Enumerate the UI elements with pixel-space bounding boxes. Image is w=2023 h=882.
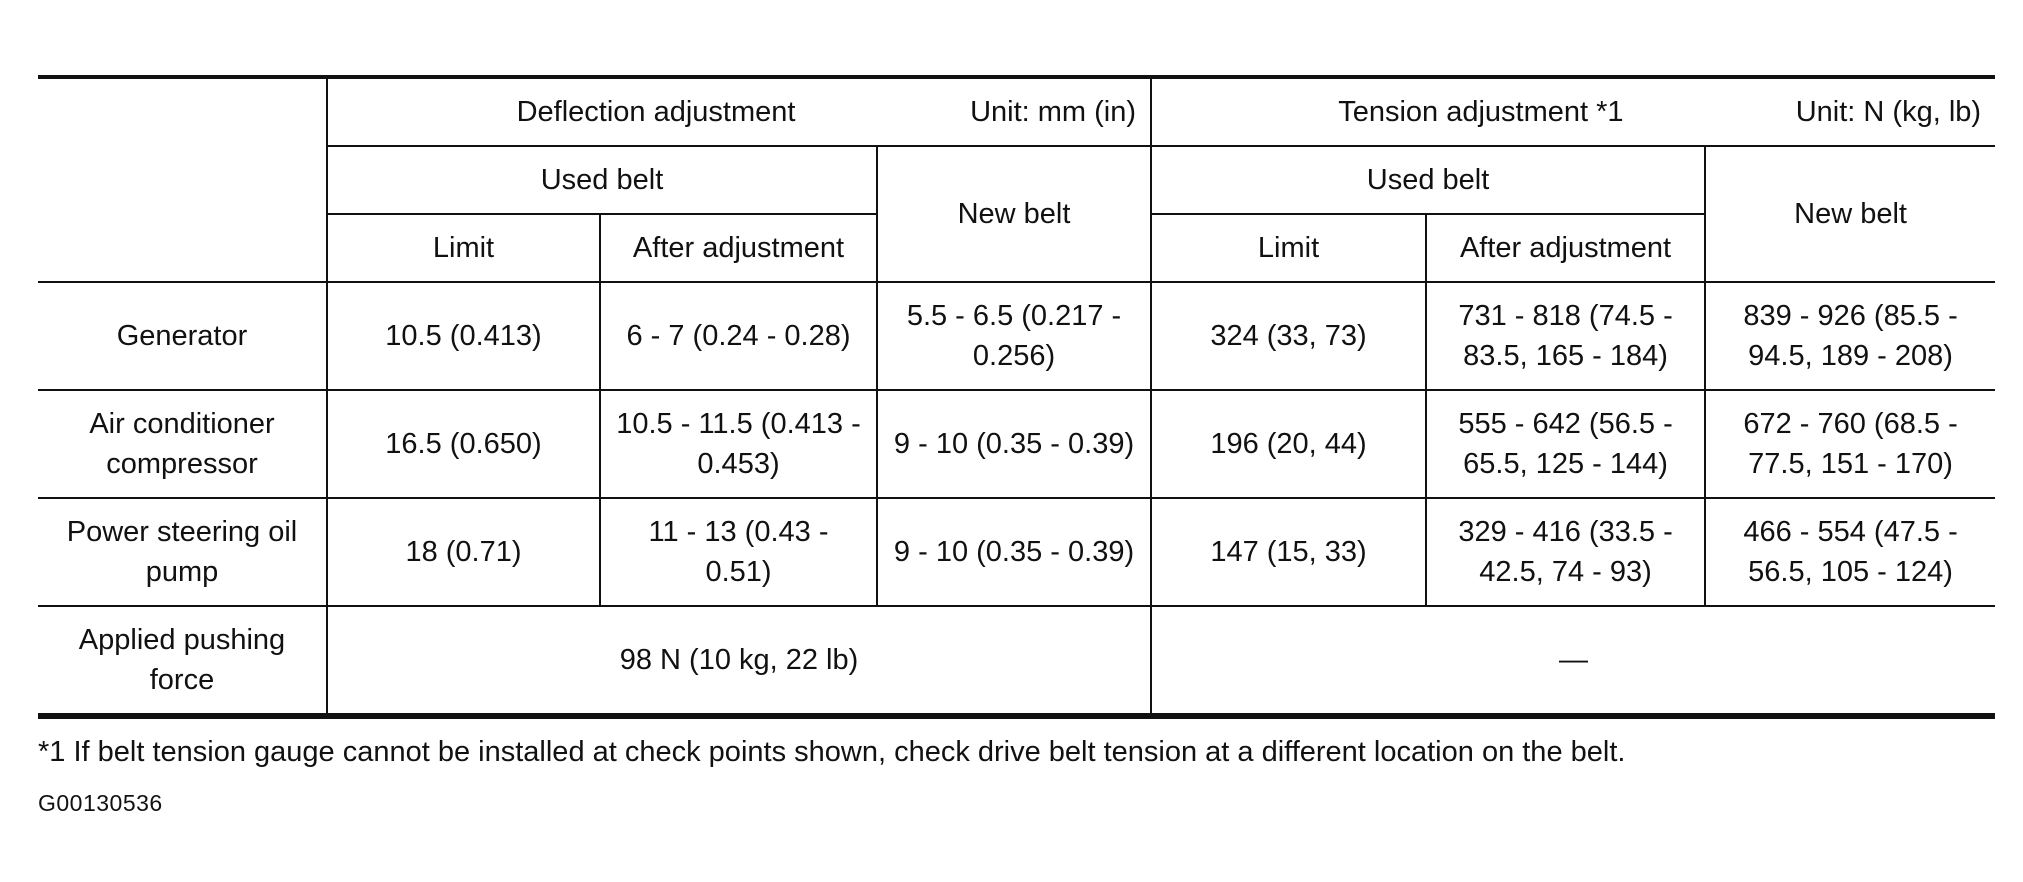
deflection-header: Deflection adjustment — [516, 96, 796, 128]
applied-force-deflection-value: 98 N (10 kg, 22 lb) — [327, 606, 1151, 716]
tension-used-belt-header: Used belt — [1151, 146, 1705, 214]
row-label: Power steering oil pump — [38, 498, 327, 606]
belt-spec-table — [38, 75, 1995, 719]
tension-after-adjustment-header: After adjustment — [1426, 214, 1705, 282]
tension-after-cell: 555 - 642 (56.5 - 65.5, 125 - 144) — [1426, 390, 1705, 498]
tension-limit-header: Limit — [1151, 214, 1426, 282]
row-label: Applied pushing force — [38, 606, 327, 716]
tension-header: Tension adjustment *1 — [1338, 96, 1624, 128]
header-row-units — [38, 77, 1995, 146]
deflection-limit-cell: 18 (0.71) — [327, 498, 600, 606]
belt-spec-table-container — [38, 75, 1995, 719]
deflection-used-belt-header: Used belt — [327, 146, 877, 214]
table-row — [38, 390, 1995, 498]
deflection-new-belt-header: New belt — [877, 146, 1151, 282]
deflection-group-header — [327, 77, 1151, 146]
deflection-after-cell: 10.5 - 11.5 (0.413 - 0.453) — [600, 390, 877, 498]
table-row-applied-force — [38, 606, 1995, 716]
tension-group-header — [1151, 77, 1995, 146]
tension-after-cell: 329 - 416 (33.5 - 42.5, 74 - 93) — [1426, 498, 1705, 606]
tension-limit-cell: 196 (20, 44) — [1151, 390, 1426, 498]
tension-new-belt-header: New belt — [1705, 146, 1995, 282]
deflection-new-cell: 9 - 10 (0.35 - 0.39) — [877, 498, 1151, 606]
tension-limit-cell: 324 (33, 73) — [1151, 282, 1426, 390]
row-label: Generator — [38, 282, 327, 390]
deflection-unit: Unit: mm (in) — [970, 96, 1137, 128]
table-row — [38, 498, 1995, 606]
corner-cell — [38, 77, 327, 282]
tension-unit: Unit: N (kg, lb) — [1795, 96, 1982, 128]
footnote: *1 If belt tension gauge cannot be installed at check points shown, check drive belt tension at a different location on the belt. — [38, 736, 1626, 768]
deflection-new-cell: 5.5 - 6.5 (0.217 - 0.256) — [877, 282, 1151, 390]
deflection-new-cell: 9 - 10 (0.35 - 0.39) — [877, 390, 1151, 498]
deflection-limit-header: Limit — [327, 214, 600, 282]
table-row — [38, 282, 1995, 390]
deflection-limit-cell: 16.5 (0.650) — [327, 390, 600, 498]
tension-new-cell: 672 - 760 (68.5 - 77.5, 151 - 170) — [1705, 390, 1995, 498]
applied-force-tension-value: — — [1151, 606, 1995, 716]
deflection-limit-cell: 10.5 (0.413) — [327, 282, 600, 390]
tension-after-cell: 731 - 818 (74.5 - 83.5, 165 - 184) — [1426, 282, 1705, 390]
deflection-after-adjustment-header: After adjustment — [600, 214, 877, 282]
tension-new-cell: 466 - 554 (47.5 - 56.5, 105 - 124) — [1705, 498, 1995, 606]
figure-id: G00130536 — [38, 790, 163, 816]
header-row-belt-type — [38, 146, 1995, 214]
deflection-after-cell: 6 - 7 (0.24 - 0.28) — [600, 282, 877, 390]
deflection-after-cell: 11 - 13 (0.43 - 0.51) — [600, 498, 877, 606]
tension-new-cell: 839 - 926 (85.5 - 94.5, 189 - 208) — [1705, 282, 1995, 390]
row-label: Air conditioner compressor — [38, 390, 327, 498]
tension-limit-cell: 147 (15, 33) — [1151, 498, 1426, 606]
